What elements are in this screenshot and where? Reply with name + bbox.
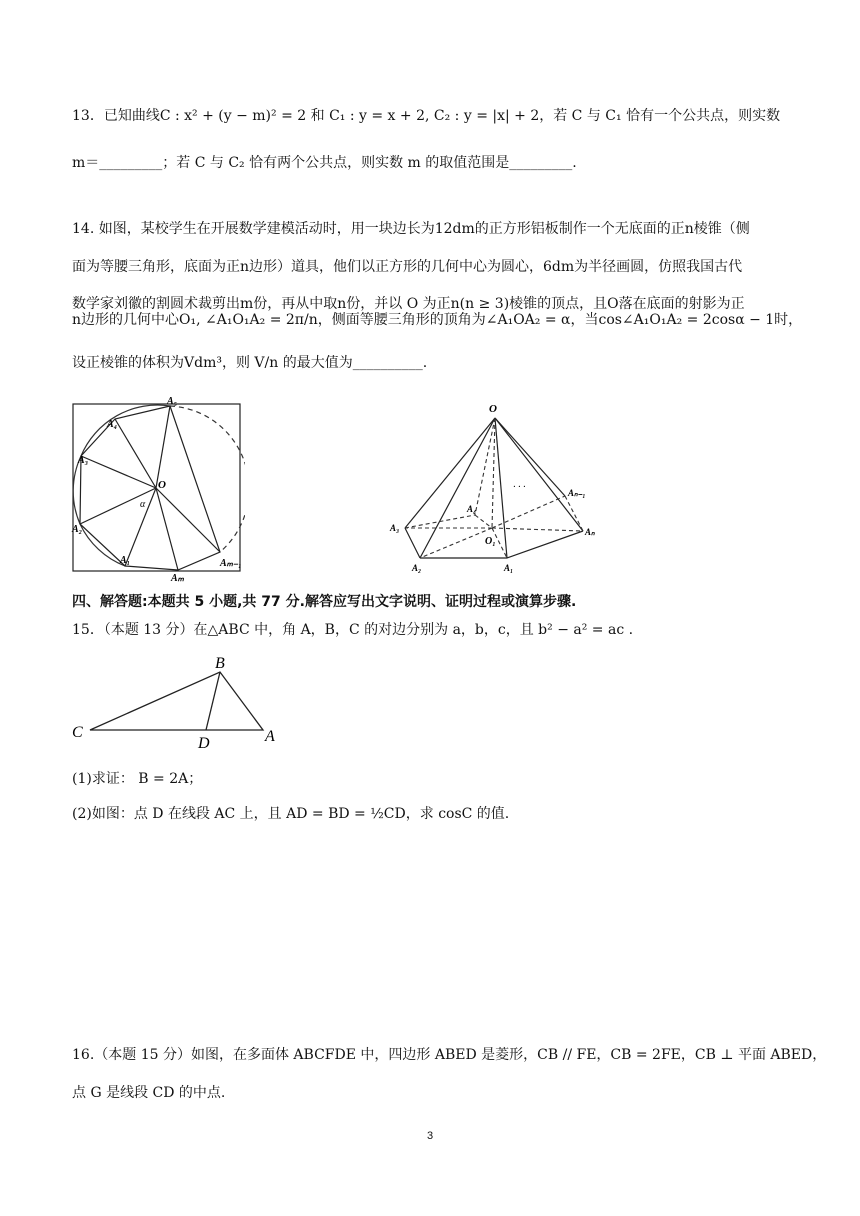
q13-line1: 13．已知曲线C : x² + (y − m)² = 2 和 C₁ : y = x + 2, C₂ : y = |x| + 2，若 C 与 C₁ 恰有一个公共点，则实数	[72, 108, 781, 124]
q16-line1: 16.（本题 15 分）如图，在多面体 ABCFDE 中，四边形 ABED 是菱形，CB // FE，CB = 2FE，CB ⊥ 平面 ABED，	[72, 1047, 827, 1063]
q13-line2: m＝_________；若 C 与 C₂ 恰有两个公共点，则实数 m 的取值范围是_________.	[72, 155, 577, 171]
q15-part2: (2)如图：点 D 在线段 AC 上，且 AD = BD = ½CD，求 cosC 的值.	[72, 806, 510, 822]
label-O-apex: O	[489, 403, 497, 415]
q14-line4: n边形的几何中心O₁, ∠A₁O₁A₂ = 2π/n，侧面等腰三角形的顶角为∠A₁OA₂ = α，当cos∠A₁O₁A₂ = 2cosα − 1时，	[72, 312, 803, 328]
q14-line1: 14. 如图，某校学生在开展数学建模活动时，用一块边长为12dm的正方形铝板制作一个无底面的正n棱锥（侧	[72, 221, 750, 237]
figure-triangle	[70, 652, 285, 752]
label-D: D	[198, 735, 210, 752]
label-alpha: α	[140, 499, 146, 510]
label-An: Aₙ	[585, 527, 595, 537]
label-C: C	[72, 724, 83, 741]
label-B: B	[215, 655, 225, 672]
label-A1: A₁	[120, 555, 131, 566]
figure-pyramid	[385, 398, 605, 576]
q14-line2: 面为等腰三角形，底面为正n边形）道具，他们以正方形的几何中心为圆心，6dm为半径画圆，仿照我国古代	[72, 259, 743, 275]
label-A4: A₄	[107, 419, 118, 430]
figure-circle-cut	[70, 394, 245, 584]
q16-line2: 点 G 是线段 CD 的中点.	[72, 1085, 226, 1101]
label-A1-p: A₁	[504, 563, 514, 573]
label-dots: · · ·	[513, 482, 526, 493]
q15-line1: 15．（本题 13 分）在△ABC 中，角 A，B，C 的对边分别为 a，b，c，且 b² − a² = ac .	[72, 622, 634, 638]
q15-part1: (1)求证： B = 2A；	[72, 771, 203, 787]
label-A: A	[265, 728, 275, 745]
label-O1: O₁	[485, 536, 496, 547]
q14-line5: 设正棱锥的体积为Vdm³，则 V/n 的最大值为__________.	[72, 355, 428, 371]
label-O: O	[158, 479, 166, 491]
label-Am-1: Aₘ₋₁	[220, 558, 242, 569]
page-number: 3	[426, 1130, 434, 1142]
label-A3: A₃	[78, 455, 89, 466]
label-A3-p: A₃	[390, 523, 400, 533]
label-A2-p: A₂	[412, 563, 422, 573]
q14-line3: 数学家刘徽的割圆术裁剪出m份，再从中取n份，并以 O 为正n(n ≥ 3)棱锥的顶点，且O落在底面的射影为正	[72, 296, 745, 312]
label-A4-p: A₄	[467, 504, 477, 514]
label-A5: A₅	[167, 396, 178, 407]
label-A2: A₂	[72, 524, 83, 535]
label-Am: Aₘ	[171, 573, 184, 584]
label-An-1: Aₙ₋₁	[568, 488, 586, 498]
section-4-heading: 四、解答题:本题共 5 小题,共 77 分.解答应写出文字说明、证明过程或演算步骤.	[72, 594, 577, 610]
